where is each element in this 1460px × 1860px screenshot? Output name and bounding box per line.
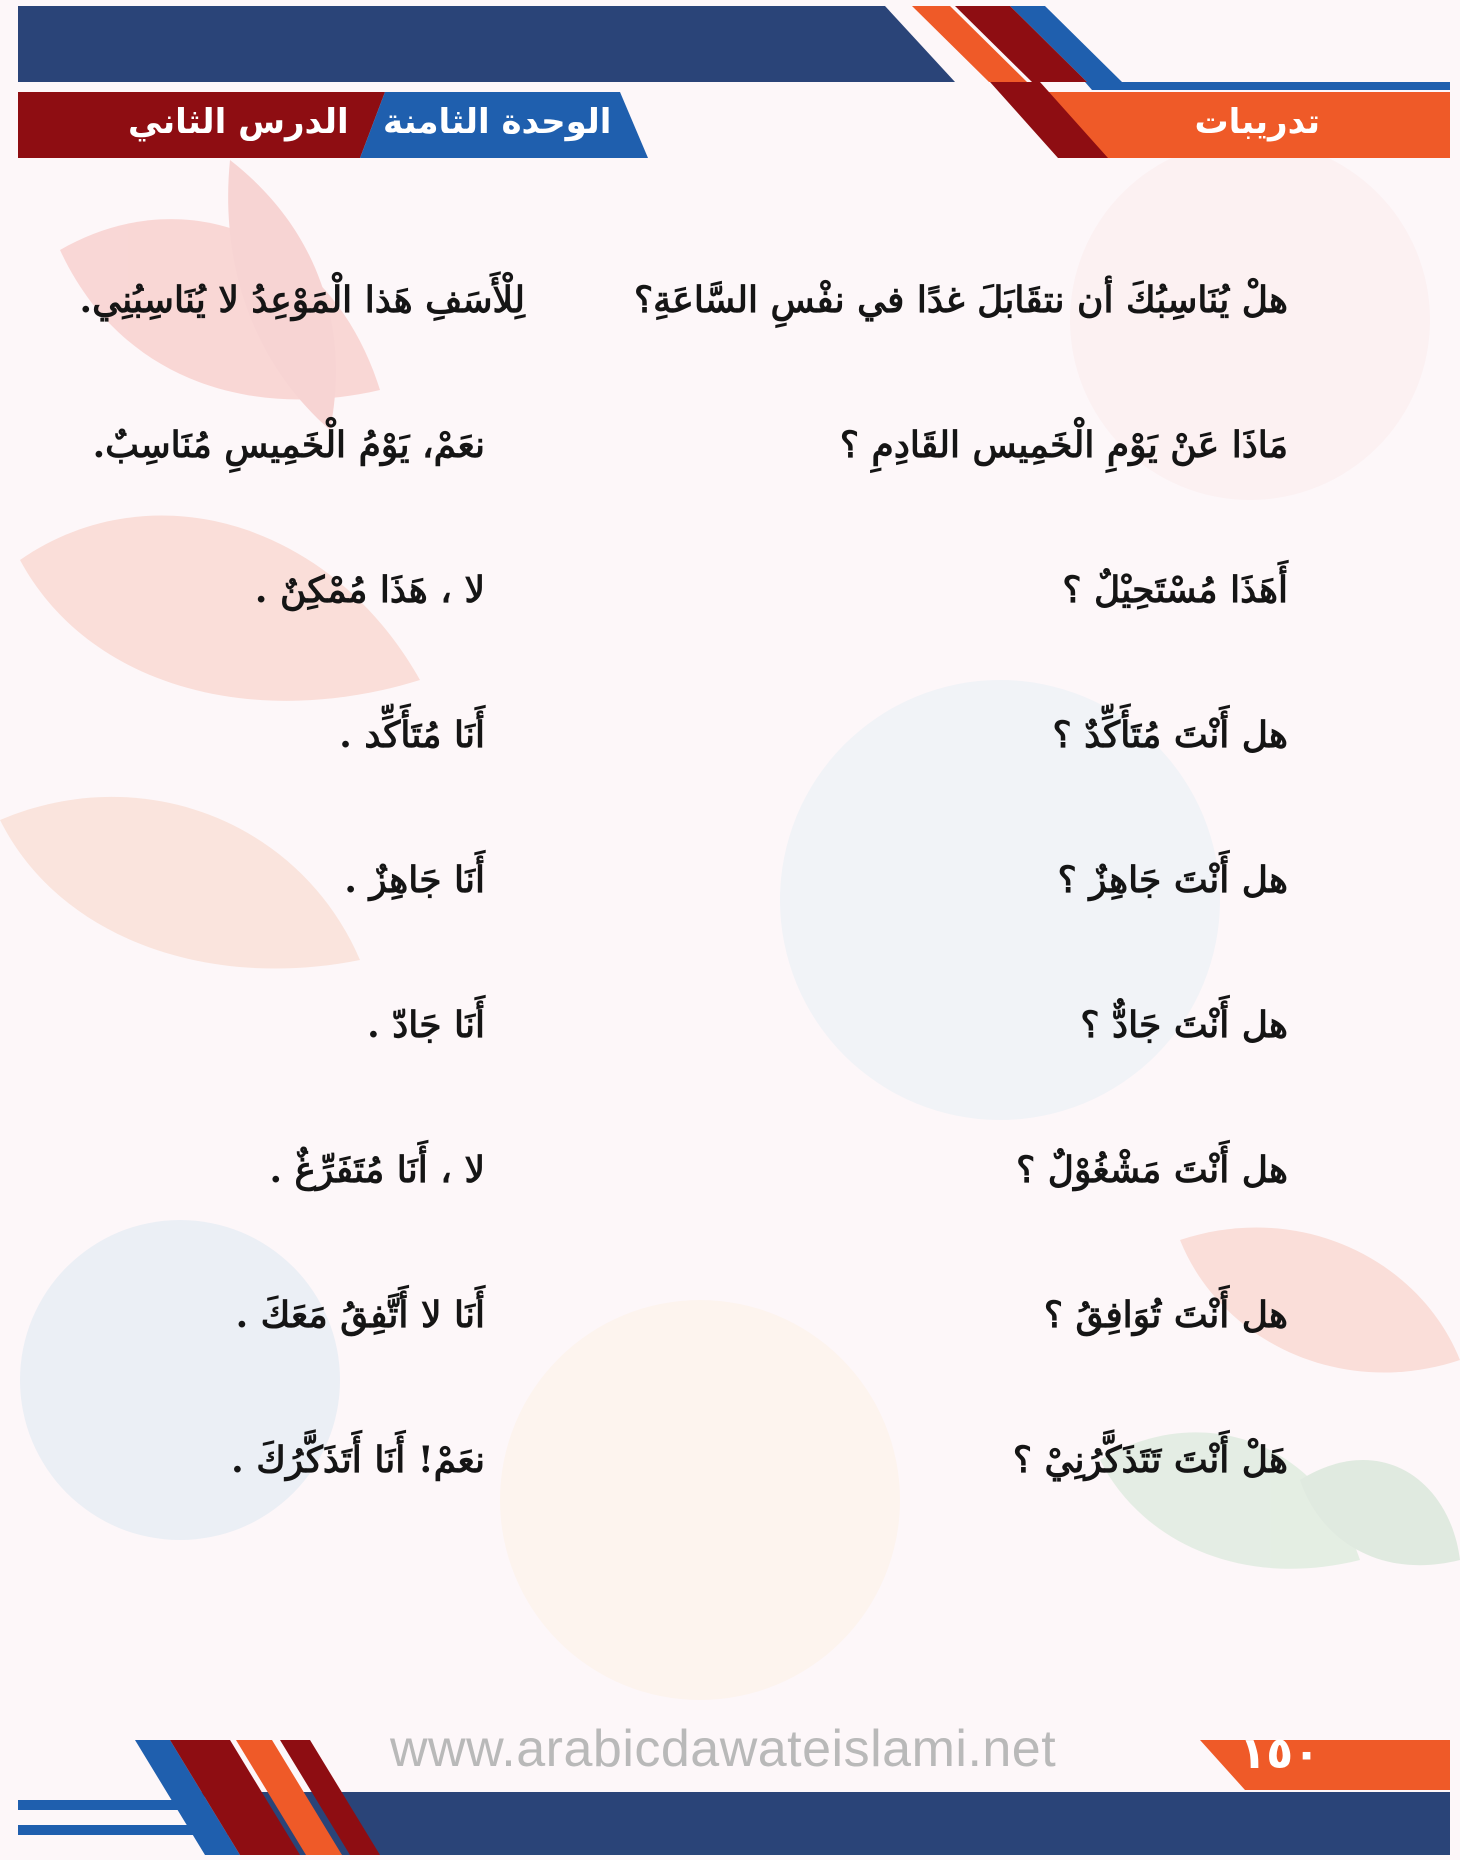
question-text: هل أَنْتَ مَشْغُوْلٌ ؟ (1016, 1149, 1288, 1191)
answer-text: لا ، أَنَا مُتَفَرِّغٌ . (269, 1149, 485, 1191)
question-text: هل أَنْتَ جَاهِزٌ ؟ (1057, 859, 1288, 901)
answer-text: أَنَا لا أَتَّفِقُ مَعَكَ . (235, 1294, 485, 1336)
question-text: هل أَنْتَ جَادٌّ ؟ (1080, 1004, 1288, 1046)
watermark-url: www.arabicdawateislami.net (390, 1720, 1057, 1778)
answer-text: نعَمْ، يَوْمُ الْخَمِيسِ مُنَاسِبٌ. (92, 424, 485, 466)
question-text: هل أَنْتَ مُتَأَكِّدٌ ؟ (1052, 714, 1288, 756)
answer-text: لا ، هَذَا مُمْكِنٌ . (254, 569, 485, 611)
exercise-row (0, 1430, 1460, 1490)
exercise-row (0, 1140, 1460, 1200)
answer-text: نعَمْ! أَنَا أَتَذَكَّرُكَ . (231, 1439, 485, 1481)
exercise-row (0, 270, 1460, 330)
exercise-row (0, 560, 1460, 620)
question-text: هل أَنْتَ تُوَافِقُ ؟ (1043, 1294, 1288, 1336)
page-number: ١٥٠ (1239, 1728, 1320, 1779)
question-text: هلْ يُنَاسِبُكَ أن نتقَابَلَ غدًا في نفْسِ السَّاعَةِ؟ (634, 279, 1288, 321)
answer-text: لِلْأَسَفِ هَذا الْمَوْعِدُ لا يُنَاسِبُنِي. (79, 279, 525, 321)
exercise-row (0, 705, 1460, 765)
answer-text: أَنَا جَادّ . (367, 1004, 485, 1046)
section-label: تدريبات (1194, 102, 1320, 142)
question-text: هَلْ أَنْتَ تَتَذَكَّرُنِيْ ؟ (1012, 1439, 1288, 1481)
exercise-row (0, 1285, 1460, 1345)
lesson-label: الدرس الثاني (128, 102, 349, 142)
question-text: مَاذَا عَنْ يَوْمِ الْخَمِيس القَادِمِ ؟ (839, 424, 1288, 466)
answer-text: أَنَا مُتَأَكِّد . (339, 714, 485, 756)
unit-label: الوحدة الثامنة (383, 102, 612, 142)
exercise-row (0, 995, 1460, 1055)
answer-text: أَنَا جَاهِزٌ . (344, 859, 485, 901)
exercise-row (0, 850, 1460, 910)
question-text: أَهَذَا مُسْتَحِيْلٌ ؟ (1062, 569, 1288, 611)
exercise-row (0, 415, 1460, 475)
